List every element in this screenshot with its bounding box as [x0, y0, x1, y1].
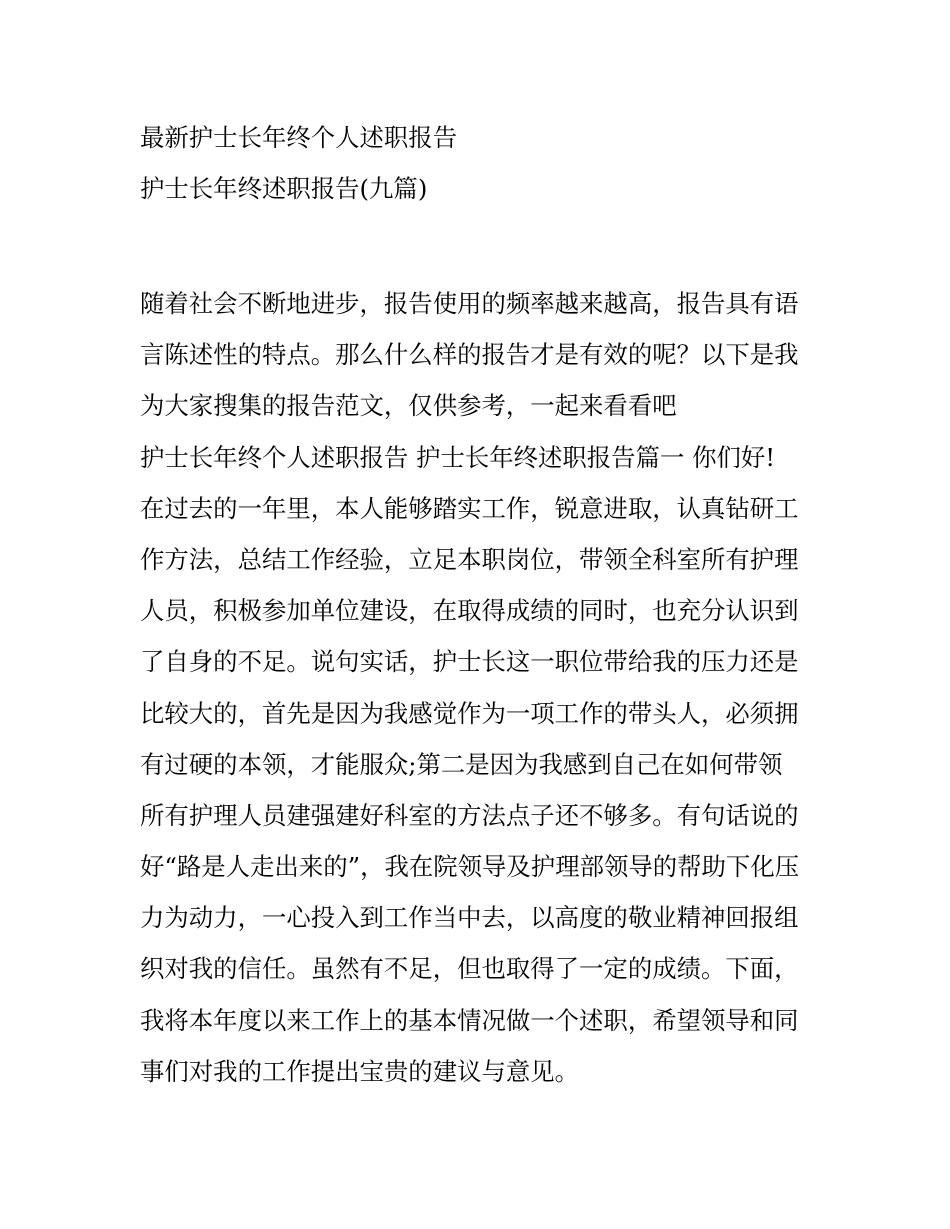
body-line-14: 织对我的信任。虽然有不足，但也取得了一定的成绩。下面，	[140, 954, 799, 984]
body-line-6: 作方法，总结工作经验，立足本职岗位，带领全科室所有护理	[140, 544, 799, 574]
body-line-4: 护士长年终个人述职报告 护士长年终述职报告篇一 你们好!	[140, 442, 776, 472]
body-line-15: 我将本年度以来工作上的基本情况做一个述职，希望领导和同	[140, 1005, 799, 1035]
body-line-1: 随着社会不断地进步，报告使用的频率越来越高，报告具有语	[140, 289, 799, 318]
body-line-10: 有过硬的本领，才能服众;第二是因为我感到自己在如何带领	[140, 749, 783, 779]
body-line-12: 好“路是人走出来的”，我在院领导及护理部领导的帮助下化压	[140, 852, 800, 882]
body-line-5: 在过去的一年里，本人能够踏实工作，锐意进取，认真钻研工	[140, 493, 799, 523]
document-title	[140, 112, 840, 214]
body-line-9: 比较大的，首先是因为我感觉作为一项工作的带头人，必须拥	[140, 698, 799, 728]
title-line-2: 护士长年终述职报告(九篇)	[140, 174, 428, 204]
body-line-2: 言陈述性的特点。那么什么样的报告才是有效的呢？以下是我	[140, 340, 799, 370]
document-body	[140, 278, 820, 1097]
body-line-8: 了自身的不足。说句实话，护士长这一职位带给我的压力还是	[140, 647, 799, 677]
body-line-11: 所有护理人员建强建好科室的方法点子还不够多。有句话说的	[140, 800, 799, 830]
body-line-16: 事们对我的工作提出宝贵的建议与意见。	[140, 1056, 580, 1086]
body-line-7: 人员，积极参加单位建设，在取得成绩的同时，也充分认识到	[140, 596, 799, 626]
body-line-3: 为大家搜集的报告范文，仅供参考，一起来看看吧	[140, 391, 677, 421]
body-line-13: 力为动力，一心投入到工作当中去，以高度的敬业精神回报组	[140, 903, 799, 933]
title-line-1: 最新护士长年终个人述职报告	[140, 123, 458, 152]
